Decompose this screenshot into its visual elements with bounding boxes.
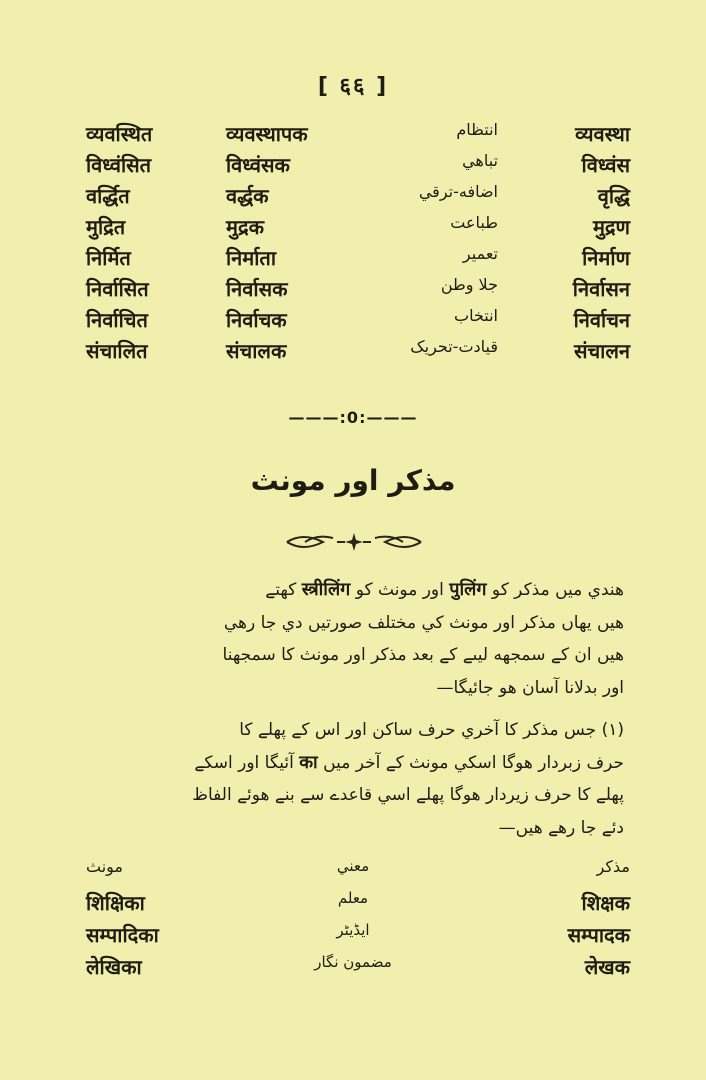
example-feminine: शिक्षिका (86, 891, 145, 915)
vocab-participle: संचालित (86, 339, 148, 363)
text-run: حرف زبردار هوگا اسکي مونث کے آخر ميں (323, 752, 624, 773)
vocab-row (0, 275, 706, 306)
vocab-row (0, 337, 706, 368)
paragraph-line: هيں ان کے سمجهه ليںے کے بعد مذکر اور مونث کا سمجهنا (222, 645, 624, 665)
vocab-row (0, 120, 706, 151)
vocab-agent-noun: निर्वासक (226, 277, 288, 301)
vocab-noun: मुद्रण (592, 215, 630, 239)
ornament-flourish-icon (283, 528, 425, 556)
vocab-participle: निर्वासित (86, 277, 149, 301)
header-masculine: مذکر (596, 857, 630, 876)
example-row (0, 953, 706, 985)
vocab-agent-noun: व्यवस्थापक (226, 122, 308, 146)
vocab-noun: वृद्धि (597, 184, 630, 208)
vocab-row (0, 244, 706, 275)
vocab-agent-noun: वर्द्धक (226, 184, 269, 208)
vocab-participle: मुद्रित (86, 215, 126, 239)
vocabulary-table (0, 120, 706, 368)
paragraph-line: پهلے کا حرف زيردار هوگا پهلے اسي قاعدے سے بنے هوئے الفاظ (192, 785, 624, 805)
vocab-agent-noun: निर्वाचक (226, 308, 287, 332)
vocab-urdu-meaning: قيادت-تحريک (410, 337, 498, 356)
vocab-participle: निर्वाचित (86, 308, 148, 332)
vocab-participle: वर्द्धित (86, 184, 130, 208)
vocab-urdu-meaning: انتظام (456, 120, 498, 139)
header-feminine: مونث (86, 857, 123, 876)
paragraph-rule-1 (86, 714, 624, 844)
vocab-agent-noun: संचालक (226, 339, 287, 363)
text-run: هندي ميں مذکر کو (491, 580, 624, 600)
header-meaning: معني (336, 857, 370, 875)
paragraph-line: دئے جا رهے هيں— (498, 817, 624, 838)
vocab-urdu-meaning: تباهي (462, 151, 498, 170)
vocab-row (0, 151, 706, 182)
page-number: [ ६६ ] (317, 74, 389, 99)
vocab-agent-noun: विध्वंसक (226, 153, 290, 177)
vocab-noun: निर्वाचन (573, 308, 630, 332)
vocab-urdu-meaning: اضافه-ترقي (418, 182, 498, 201)
paragraph-line (86, 574, 624, 607)
paragraph-line: (۱) جس مذکر کا آخري حرف ساکن اور اس کے پهلے کا (239, 720, 624, 740)
example-feminine: लेखिका (86, 955, 142, 979)
vocab-noun: निर्वासन (572, 277, 630, 301)
vocab-row (0, 213, 706, 244)
example-row (0, 889, 706, 921)
example-masculine: सम्पादक (567, 923, 630, 947)
vocab-agent-noun: निर्माता (226, 246, 276, 270)
hindi-term: स्त्रीलिंग (301, 579, 351, 600)
vocab-noun: विध्वंस (581, 153, 630, 177)
hindi-term: पुलिंग (449, 579, 487, 600)
vocab-noun: संचालन (573, 339, 630, 363)
section-heading: مذکر اور مونث (250, 464, 456, 497)
examples-table (0, 857, 706, 985)
example-meaning: مضمون نگار (314, 953, 392, 971)
paragraph-line: هيں يهاں مذکر اور مونث کي مختلف صورتيں دي جا رهي (223, 612, 624, 633)
paragraph-line (86, 747, 624, 780)
vocab-urdu-meaning: انتخاب (454, 306, 498, 325)
example-masculine: लेखक (584, 955, 630, 979)
paragraph-intro (86, 574, 624, 704)
hindi-term: का (299, 751, 318, 773)
vocab-noun: व्यवस्था (575, 122, 630, 146)
vocab-participle: व्यवस्थित (86, 122, 153, 146)
example-row (0, 921, 706, 953)
vocab-noun: निर्माण (582, 246, 630, 270)
text-run: کهتے (265, 580, 297, 600)
vocab-row (0, 182, 706, 213)
vocab-participle: विध्वंसित (86, 153, 152, 177)
vocab-urdu-meaning: جلا وطن (440, 275, 498, 294)
vocab-participle: निर्मित (86, 246, 131, 270)
section-divider: ———:0:——— (288, 408, 418, 427)
vocab-row (0, 306, 706, 337)
example-meaning: معلم (337, 889, 369, 907)
examples-header-row (0, 857, 706, 889)
paragraph-line: اور بدلانا آسان هو جائيگا— (436, 677, 624, 698)
text-run: آئيگا اور اسکے (194, 752, 294, 773)
example-masculine: शिक्षक (581, 891, 630, 915)
vocab-agent-noun: मुद्रक (226, 215, 264, 239)
vocab-urdu-meaning: طباعت (450, 213, 498, 232)
example-meaning: ايڈيٹر (336, 921, 370, 939)
vocab-urdu-meaning: تعمير (462, 244, 498, 263)
text-run: اور مونث کو (355, 580, 444, 600)
example-feminine: सम्पादिका (86, 923, 159, 947)
